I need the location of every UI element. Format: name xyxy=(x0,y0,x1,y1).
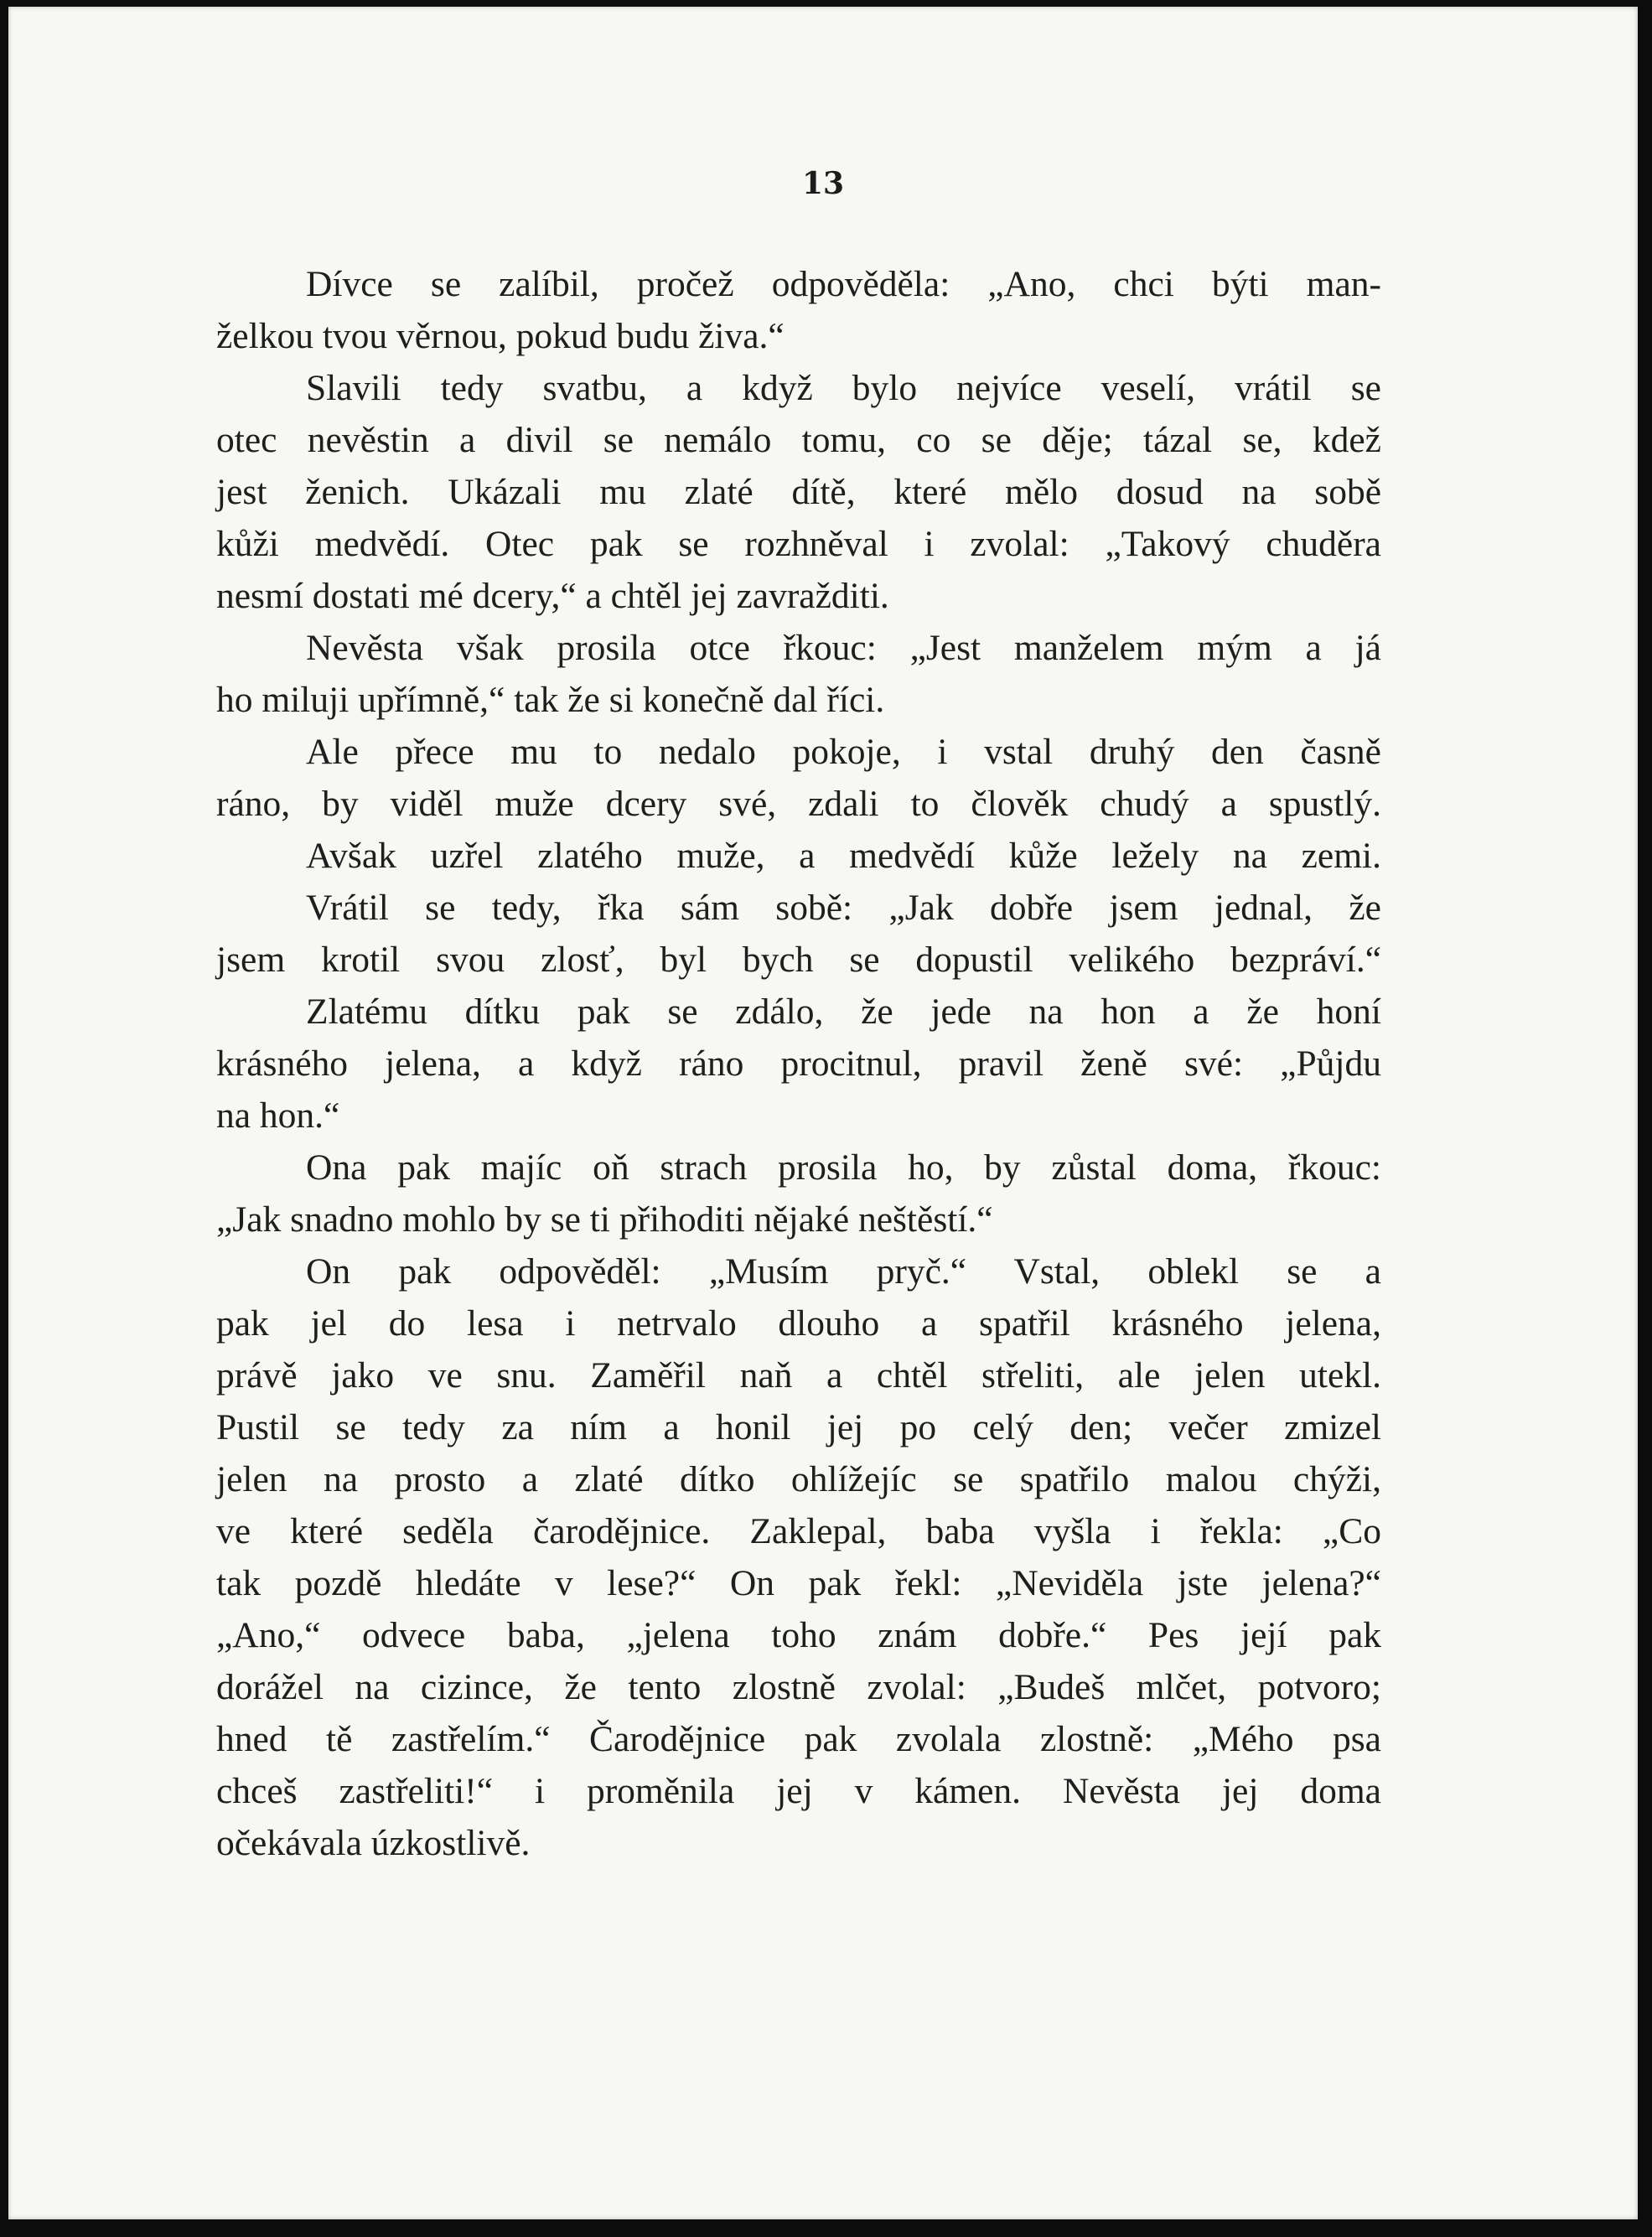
text-line: želkou tvou věrnou, pokud budu živa.“ xyxy=(216,316,785,356)
paragraph xyxy=(216,258,1381,362)
text-line: právě jako ve snu. Zaměřil naň a chtěl střeliti, ale jelen utekl. xyxy=(216,1355,1381,1396)
text-line: jelen na prosto a zlaté dítko ohlížejíc se spatřilo malou chýži, xyxy=(216,1459,1381,1499)
text-line: Dívce se zalíbil, pročež odpověděla: „Ano, chci býti man- xyxy=(306,264,1381,304)
paragraph xyxy=(216,1245,1381,1869)
paragraph xyxy=(216,830,1381,882)
text-line: ho miluji upřímně,“ tak že si konečně dal říci. xyxy=(216,680,885,720)
text-line: hned tě zastřelím.“ Čarodějnice pak zvolala zlostně: „Mého psa xyxy=(216,1719,1381,1759)
text-line: „Jak snadno mohlo by se ti přihoditi nějaké neštěstí.“ xyxy=(216,1199,993,1240)
text-line: jest ženich. Ukázali mu zlaté dítě, které mělo dosud na sobě xyxy=(216,472,1381,512)
text-line: kůži medvědí. Otec pak se rozhněval i zvolal: „Takový chuděra xyxy=(216,524,1381,564)
text-line: On pak odpověděl: „Musím pryč.“ Vstal, oblekl se a xyxy=(306,1251,1381,1292)
text-line: otec nevěstin a divil se nemálo tomu, co se děje; tázal se, kdež xyxy=(216,420,1381,460)
paragraph xyxy=(216,882,1381,986)
text-line: dorážel na cizince, že tento zlostně zvolal: „Budeš mlčet, potvoro; xyxy=(216,1667,1381,1707)
text-line: Ale přece mu to nedalo pokoje, i vstal druhý den časně xyxy=(306,732,1381,772)
paragraph xyxy=(216,726,1381,830)
paragraph xyxy=(216,622,1381,726)
text-line: jsem krotil svou zlosť, byl bych se dopustil velikého bezpráví.“ xyxy=(216,940,1381,980)
text-line: na hon.“ xyxy=(216,1095,340,1136)
text-line: chceš zastřeliti!“ i proměnila jej v kámen. Nevěsta jej doma xyxy=(216,1771,1381,1811)
text-line: krásného jelena, a když ráno procitnul, pravil ženě své: „Půjdu xyxy=(216,1043,1381,1084)
text-line: Avšak uzřel zlatého muže, a medvědí kůže ležely na zemi. xyxy=(306,836,1381,876)
text-line: Ona pak majíc oň strach prosila ho, by zůstal doma, řkouc: xyxy=(306,1147,1381,1188)
book-page xyxy=(8,7,1638,2219)
text-line: ráno, by viděl muže dcery své, zdali to člověk chudý a spustlý. xyxy=(216,784,1381,824)
text-line: nesmí dostati mé dcery,“ a chtěl jej zavražditi. xyxy=(216,576,889,616)
text-line: ve které seděla čarodějnice. Zaklepal, baba vyšla i řekla: „Co xyxy=(216,1511,1381,1551)
text-line: Nevěsta však prosila otce řkouc: „Jest manželem mým a já xyxy=(306,628,1381,668)
text-line: Vrátil se tedy, řka sám sobě: „Jak dobře jsem jednal, že xyxy=(306,888,1381,928)
paragraph xyxy=(216,362,1381,622)
page-number: 13 xyxy=(801,166,845,201)
text-line: pak jel do lesa i netrvalo dlouho a spatřil krásného jelena, xyxy=(216,1303,1381,1344)
text-line: Zlatému dítku pak se zdálo, že jede na hon a že honí xyxy=(306,992,1381,1032)
text-line: Pustil se tedy za ním a honil jej po celý den; večer zmizel xyxy=(216,1407,1381,1447)
paragraph xyxy=(216,1142,1381,1245)
body-text xyxy=(216,258,1381,1869)
text-line: tak pozdě hledáte v lese?“ On pak řekl: „Neviděla jste jelena?“ xyxy=(216,1563,1381,1603)
text-line: očekávala úzkostlivě. xyxy=(216,1823,531,1863)
text-line: Slavili tedy svatbu, a když bylo nejvíce veselí, vrátil se xyxy=(306,368,1381,408)
paragraph xyxy=(216,986,1381,1142)
text-line: „Ano,“ odvece baba, „jelena toho znám dobře.“ Pes její pak xyxy=(216,1615,1381,1655)
